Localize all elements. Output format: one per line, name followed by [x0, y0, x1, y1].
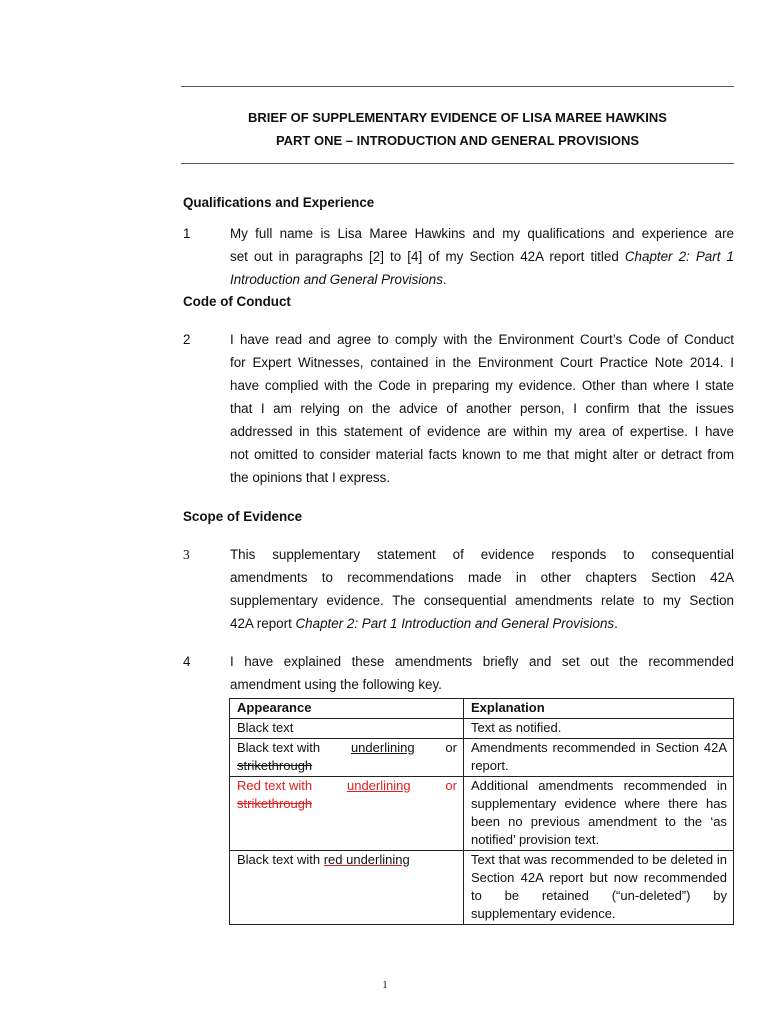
header-appearance: Appearance	[230, 699, 464, 719]
heading-qualifications: Qualifications and Experience	[183, 195, 375, 210]
paragraph-3	[183, 543, 734, 635]
paragraph-line: that I am relying on the advice of another person, I confirm that the issues	[230, 401, 734, 416]
paragraph-line: I have explained these amendments briefly and set out the recommended	[230, 654, 734, 669]
paragraph-number: 1	[183, 226, 191, 241]
bottom-rule	[181, 163, 734, 164]
page-number: 1	[382, 979, 388, 991]
paragraph-line: the opinions that I express.	[230, 470, 391, 485]
paragraph-1	[183, 222, 734, 291]
paragraph-number: 2	[183, 332, 191, 347]
paragraph-4	[183, 650, 734, 696]
paragraph-line: amendment using the following key.	[230, 677, 442, 692]
appearance-cell: Black text with underlining or strikethrough	[230, 739, 464, 777]
table-row	[230, 851, 734, 925]
paragraph-line: set out in paragraphs [2] to [4] of my Section 42A report titled Chapter 2: Part 1	[230, 249, 734, 264]
paragraph-line: amendments to recommendations made in other chapters Section 42A	[230, 570, 734, 585]
paragraph-line: supplementary evidence. The consequential amendments relate to my Section	[230, 593, 734, 608]
paragraph-number: 4	[183, 654, 191, 669]
heading-code-of-conduct: Code of Conduct	[183, 294, 291, 309]
table-row	[230, 777, 734, 851]
table-row	[230, 719, 734, 739]
paragraph-number: 3	[183, 547, 190, 562]
appearance-cell: Black text with red underlining	[230, 851, 464, 925]
appearance-cell: Black text	[230, 719, 464, 739]
explanation-cell: Text that was recommended to be deleted in Section 42A report but now recommended to be retained (“un-deleted”) by supplementary evidence.	[464, 851, 734, 925]
paragraph-line: addressed in this statement of evidence are within my area of expertise. I have	[230, 424, 734, 439]
paragraph-line: Introduction and General Provisions.	[230, 272, 447, 287]
paragraph-line: 42A report Chapter 2: Part 1 Introduction and General Provisions.	[230, 616, 618, 631]
document-subtitle: PART ONE – INTRODUCTION AND GENERAL PROVISIONS	[275, 133, 640, 148]
paragraph-line: This supplementary statement of evidence responds to consequential	[230, 547, 734, 562]
heading-scope: Scope of Evidence	[183, 509, 303, 524]
document-title: BRIEF OF SUPPLEMENTARY EVIDENCE OF LISA MAREE HAWKINS	[248, 110, 667, 125]
paragraph-line: not omitted to consider material facts known to me that might alter or detract from	[230, 447, 734, 462]
paragraph-2	[183, 328, 734, 489]
table-row	[230, 739, 734, 777]
table-header-row	[230, 699, 734, 719]
paragraph-line: My full name is Lisa Maree Hawkins and my qualifications and experience are	[230, 226, 734, 241]
top-rule	[181, 86, 734, 87]
paragraph-line: have complied with the Code in preparing my evidence. Other than where I state	[230, 378, 734, 393]
appearance-cell: Red text with underlining or strikethrough	[230, 777, 464, 851]
amendment-key-table	[229, 698, 734, 925]
explanation-cell: Text as notified.	[464, 719, 734, 739]
explanation-cell: Amendments recommended in Section 42A report.	[464, 739, 734, 777]
paragraph-line: for Expert Witnesses, contained in the Environment Court Practice Note 2014. I	[230, 355, 734, 370]
header-explanation: Explanation	[464, 699, 734, 719]
explanation-cell: Additional amendments recommended in supplementary evidence where there has been no previous amendment to the ‘as notified’ provision text.	[464, 777, 734, 851]
paragraph-line: I have read and agree to comply with the Environment Court’s Code of Conduct	[230, 332, 734, 347]
